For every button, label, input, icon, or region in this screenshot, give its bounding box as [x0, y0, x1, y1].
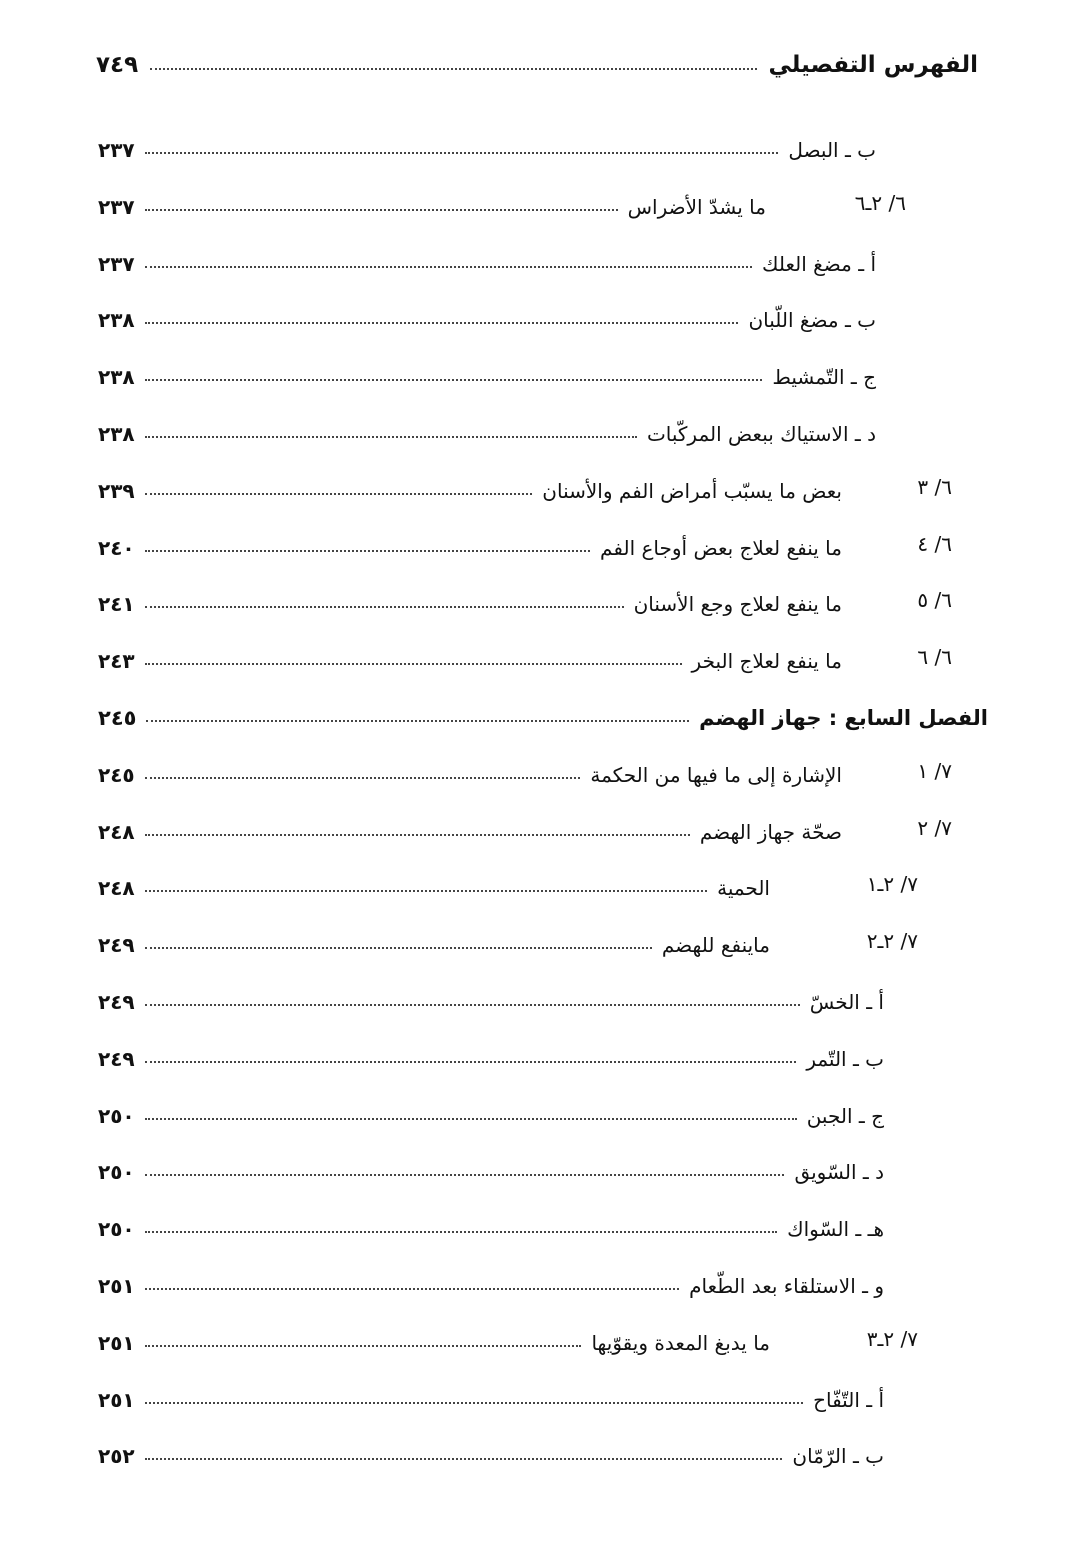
entry-page-number: ٢٤٣	[98, 649, 135, 674]
entry-title: ج ـ التّمشيط	[772, 365, 876, 390]
entry-page-number: ٢٣٧	[98, 194, 135, 219]
entry-page-number: ٢٣٩	[98, 478, 135, 503]
entry-page-number: ٢٥٠	[98, 1160, 135, 1185]
entry-title: صحّة جهاز الهضم	[699, 819, 842, 844]
entry-page-number: ٢٣٨	[98, 365, 135, 390]
entry-title: ماينفع للهضم	[661, 933, 770, 958]
leader-dots	[145, 1288, 680, 1290]
entry-page-number: ٢٥١	[98, 1330, 135, 1355]
entry-page-number: ٢٣٨	[98, 421, 135, 446]
leader-dots	[145, 663, 682, 665]
leader-dots	[145, 152, 779, 154]
entry-title: و ـ الاستلقاء بعد الطّعام	[689, 1273, 884, 1298]
entry-title: ما ينفع لعلاج البخر	[691, 649, 842, 674]
leader-dots	[145, 550, 590, 552]
toc-entry	[0, 858, 1084, 915]
entry-title: د ـ الاستياك ببعض المركّبات	[646, 421, 876, 446]
table-of-contents	[0, 120, 1084, 1483]
entry-title: هـ ـ السّواك	[787, 1217, 884, 1242]
entry-page-number: ٢٤٩	[98, 1046, 135, 1071]
entry-page-number: ٢٥١	[98, 1387, 135, 1412]
entry-title: أ ـ مضغ العلك	[762, 251, 876, 276]
toc-entry	[0, 574, 1084, 631]
entry-page-number: ٢٤٨	[98, 819, 135, 844]
entry-page-number: ٢٤٩	[98, 989, 135, 1014]
leader-dots	[145, 890, 707, 892]
toc-entry	[0, 120, 1084, 177]
toc-entry	[0, 234, 1084, 291]
entry-title: ج ـ الجبن	[806, 1103, 884, 1128]
leader-dots	[145, 947, 652, 949]
section-number: ٧/ ٢ـ٢	[866, 929, 918, 954]
page-number: ٧٤٩	[96, 52, 139, 78]
toc-entry	[0, 745, 1084, 802]
entry-title: ما ينفع لعلاج وجع الأسنان	[633, 592, 842, 617]
entry-page-number: ٢٥٢	[98, 1444, 135, 1469]
leader-dots	[145, 1004, 800, 1006]
toc-entry	[0, 177, 1084, 234]
toc-entry	[0, 1142, 1084, 1199]
entry-title: الفصل السابع : جهاز الهضم	[699, 705, 988, 730]
leader-dots	[145, 777, 581, 779]
section-number: ٦/ ٦	[917, 645, 952, 670]
leader-dots	[145, 1174, 785, 1176]
entry-title: أ ـ التّفّاح	[813, 1387, 884, 1412]
section-number: ٧/ ٢ـ١	[866, 872, 918, 897]
chapter-heading	[0, 688, 1084, 745]
entry-page-number: ٢٤١	[98, 592, 135, 617]
toc-entry	[0, 404, 1084, 461]
leader-dots	[145, 1345, 582, 1347]
leader-dots	[145, 493, 533, 495]
entry-page-number: ٢٤٨	[98, 876, 135, 901]
toc-entry	[0, 461, 1084, 518]
leader-dots	[145, 834, 690, 836]
entry-title: بعض ما يسبّب أمراض الفم والأسنان	[542, 478, 842, 503]
entry-title: الإشارة إلى ما فيها من الحكمة	[590, 762, 842, 787]
leader-dots	[145, 1231, 778, 1233]
entry-page-number: ٢٣٨	[98, 308, 135, 333]
entry-page-number: ٢٤٥	[98, 762, 135, 787]
leader-dots	[145, 1458, 783, 1460]
entry-title: د ـ السّويق	[794, 1160, 884, 1185]
leader-dots	[145, 209, 618, 211]
leader-dots	[145, 606, 624, 608]
section-number: ٦/ ٣	[917, 474, 952, 499]
entry-title: ما ينفع لعلاج بعض أوجاع الفم	[600, 535, 842, 560]
entry-page-number: ٢٤٠	[98, 535, 135, 560]
toc-entry	[0, 631, 1084, 688]
section-number: ٦/ ٢ـ٦	[854, 190, 906, 215]
toc-entry	[0, 1086, 1084, 1143]
toc-entry	[0, 1426, 1084, 1483]
toc-entry	[0, 915, 1084, 972]
toc-entry	[0, 1199, 1084, 1256]
entry-title: ب ـ التّمر	[806, 1046, 884, 1071]
toc-entry	[0, 1370, 1084, 1427]
toc-entry	[0, 518, 1084, 575]
leader-dots	[145, 1118, 797, 1120]
leader-dots	[145, 436, 637, 438]
section-number: ٧/ ٢	[917, 815, 952, 840]
leader-dots	[146, 720, 689, 722]
leader-dots	[150, 68, 756, 70]
section-number: ٦/ ٤	[917, 531, 952, 556]
entry-title: ما يدبغ المعدة ويقوّيها	[591, 1330, 770, 1355]
running-title: الفهرس التفصيلي	[768, 52, 978, 78]
entry-page-number: ٢٤٩	[98, 933, 135, 958]
toc-entry	[0, 347, 1084, 404]
leader-dots	[145, 266, 752, 268]
toc-entry	[0, 290, 1084, 347]
toc-entry	[0, 1256, 1084, 1313]
section-number: ٦/ ٥	[917, 588, 952, 613]
entry-page-number: ٢٣٧	[98, 138, 135, 162]
entry-title: ما يشدّ الأضراس	[627, 194, 766, 219]
toc-entry	[0, 972, 1084, 1029]
leader-dots	[145, 322, 739, 324]
leader-dots	[145, 1061, 797, 1063]
entry-title: أ ـ الخسّ	[809, 989, 884, 1014]
leader-dots	[145, 379, 763, 381]
page-header	[96, 44, 978, 86]
entry-page-number: ٢٣٧	[98, 251, 135, 276]
entry-page-number: ٢٥٠	[98, 1217, 135, 1242]
section-number: ٧/ ٢ـ٣	[866, 1326, 918, 1351]
toc-entry	[0, 1313, 1084, 1370]
entry-title: الحمية	[717, 876, 770, 901]
entry-title: ب ـ الرّمّان	[792, 1444, 884, 1469]
entry-title: ب ـ مضغ اللّبان	[748, 308, 876, 333]
entry-page-number: ٢٤٥	[98, 705, 137, 730]
toc-entry	[0, 1029, 1084, 1086]
entry-page-number: ٢٥١	[98, 1273, 135, 1298]
entry-title: ب ـ البصل	[788, 138, 876, 162]
leader-dots	[145, 1402, 803, 1404]
toc-entry	[0, 802, 1084, 859]
section-number: ٧/ ١	[917, 758, 952, 783]
entry-page-number: ٢٥٠	[98, 1103, 135, 1128]
